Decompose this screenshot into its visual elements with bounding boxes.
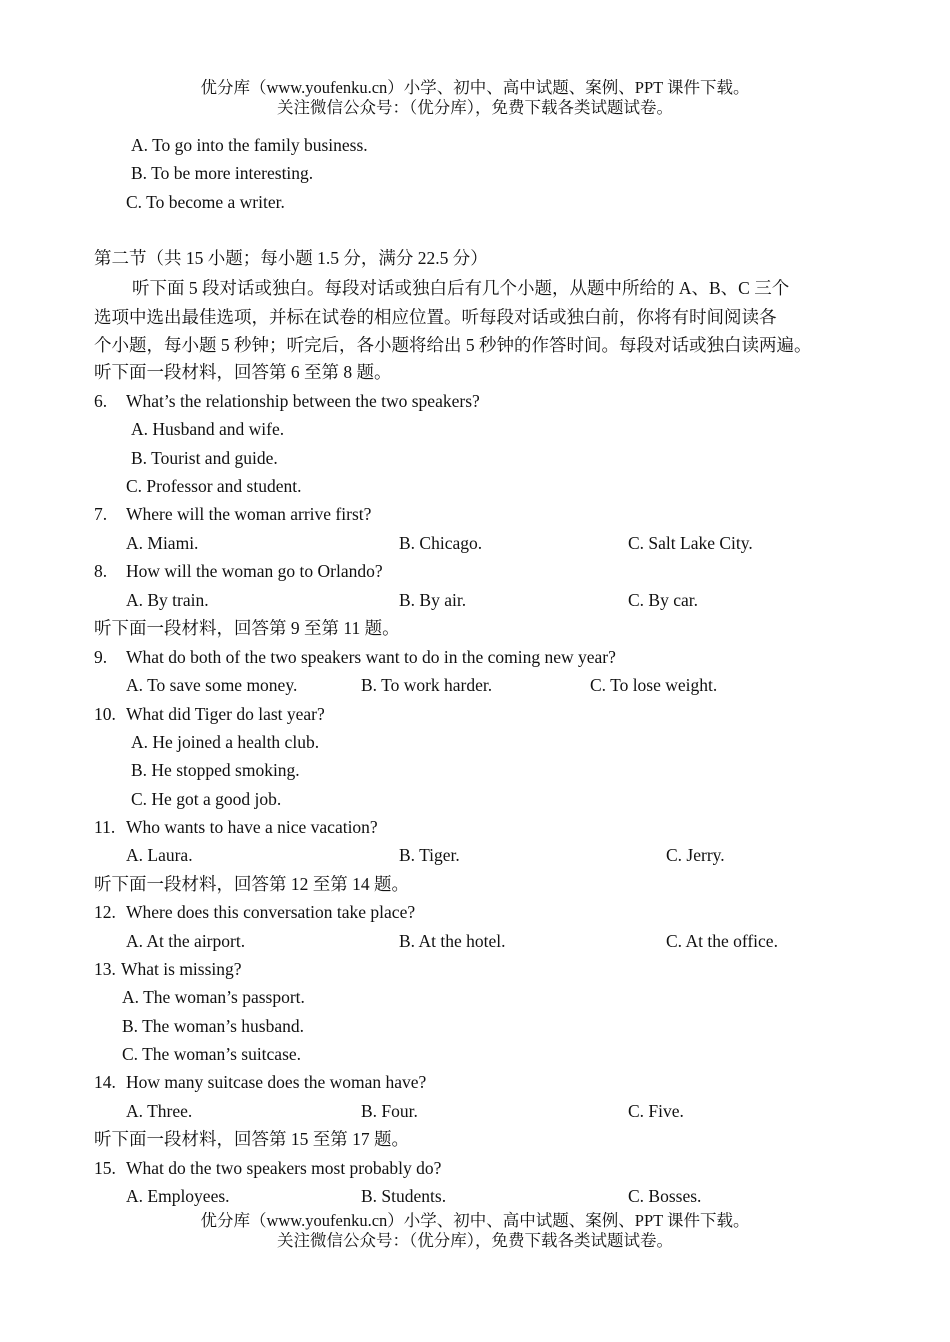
question-9-option-a: A. To save some money. xyxy=(126,675,298,695)
question-11-option-c: C. Jerry. xyxy=(666,845,725,865)
question-13-option-a: A. The woman’s passport. xyxy=(122,987,305,1007)
group-intro-12-14: 听下面一段材料，回答第 12 至第 14 题。 xyxy=(94,874,409,894)
section-title: 第二节（共 15 小题；每小题 1.5 分，满分 22.5 分） xyxy=(94,248,488,268)
question-9-number: 9. xyxy=(94,647,108,667)
question-7-option-a: A. Miami. xyxy=(126,533,199,553)
group-intro-15-17: 听下面一段材料，回答第 15 至第 17 题。 xyxy=(94,1129,409,1149)
question-8-option-b: B. By air. xyxy=(399,590,467,610)
prev-option-c: C. To become a writer. xyxy=(126,192,285,212)
question-9-option-c: C. To lose weight. xyxy=(590,675,718,695)
question-6-option-a: A. Husband and wife. xyxy=(131,419,285,439)
instructions-line-3: 个小题，每小题 5 秒钟；听完后，各小题将给出 5 秒钟的作答时间。每段对话或独白读两遍。 xyxy=(94,335,812,355)
question-14-option-a: A. Three. xyxy=(126,1101,193,1121)
question-12-text: Where does this conversation take place? xyxy=(126,902,416,922)
question-13-option-b: B. The woman’s husband. xyxy=(122,1016,304,1036)
question-7-text: Where will the woman arrive first? xyxy=(126,504,372,524)
question-6-text: What’s the relationship between the two speakers? xyxy=(126,391,480,411)
question-9-text: What do both of the two speakers want to do in the coming new year? xyxy=(126,647,616,667)
question-15-number: 15. xyxy=(94,1158,116,1178)
question-10-option-b: B. He stopped smoking. xyxy=(131,760,300,780)
question-13-text: What is missing? xyxy=(121,959,242,979)
page-footer-line-2: 关注微信公众号：（优分库），免费下载各类试题试卷。 xyxy=(277,1231,673,1250)
page-header-line-1: 优分库（www.youfenku.cn）小学、初中、高中试题、案例、PPT 课件下载。 xyxy=(200,78,750,97)
question-14-number: 14. xyxy=(94,1072,116,1092)
group-intro-6-8: 听下面一段材料，回答第 6 至第 8 题。 xyxy=(94,362,392,382)
question-8-option-a: A. By train. xyxy=(126,590,209,610)
question-12-number: 12. xyxy=(94,902,116,922)
prev-option-b: B. To be more interesting. xyxy=(131,163,314,183)
instructions-line-2: 选项中选出最佳选项，并标在试卷的相应位置。听每段对话或独白前，你将有时间阅读各 xyxy=(94,306,777,327)
question-10-option-a: A. He joined a health club. xyxy=(131,732,320,752)
question-10-text: What did Tiger do last year? xyxy=(126,704,325,724)
question-15-option-b: B. Students. xyxy=(361,1186,447,1206)
question-8-text: How will the woman go to Orlando? xyxy=(126,561,383,581)
question-15-text: What do the two speakers most probably do? xyxy=(126,1158,442,1178)
question-14-option-c: C. Five. xyxy=(628,1101,684,1121)
question-12-option-b: B. At the hotel. xyxy=(399,931,506,951)
question-6-option-b: B. Tourist and guide. xyxy=(131,448,278,468)
section-instructions xyxy=(94,274,874,360)
question-11-number: 11. xyxy=(94,817,116,837)
question-14-text: How many suitcase does the woman have? xyxy=(126,1072,427,1092)
question-7-option-c: C. Salt Lake City. xyxy=(628,533,753,553)
question-6-option-c: C. Professor and student. xyxy=(126,476,302,496)
question-10-number: 10. xyxy=(94,704,116,724)
question-10-option-c: C. He got a good job. xyxy=(131,789,282,809)
question-9-option-b: B. To work harder. xyxy=(361,675,493,695)
group-intro-9-11: 听下面一段材料，回答第 9 至第 11 题。 xyxy=(94,618,400,638)
question-7-option-b: B. Chicago. xyxy=(399,533,483,553)
question-15-option-a: A. Employees. xyxy=(126,1186,230,1206)
page-footer-line-1: 优分库（www.youfenku.cn）小学、初中、高中试题、案例、PPT 课件下载。 xyxy=(200,1211,750,1230)
question-13-option-c: C. The woman’s suitcase. xyxy=(122,1044,302,1064)
question-15-option-c: C. Bosses. xyxy=(628,1186,702,1206)
question-8-option-c: C. By car. xyxy=(628,590,698,610)
question-14-option-b: B. Four. xyxy=(361,1101,418,1121)
question-11-option-a: A. Laura. xyxy=(126,845,193,865)
question-8-number: 8. xyxy=(94,561,108,581)
question-11-option-b: B. Tiger. xyxy=(399,845,460,865)
question-13-number: 13. xyxy=(94,959,116,979)
prev-option-a: A. To go into the family business. xyxy=(131,135,368,155)
page-header-line-2: 关注微信公众号：（优分库），免费下载各类试题试卷。 xyxy=(277,98,673,117)
question-7-number: 7. xyxy=(94,504,108,524)
question-12-option-c: C. At the office. xyxy=(666,931,778,951)
question-12-option-a: A. At the airport. xyxy=(126,931,246,951)
question-6-number: 6. xyxy=(94,391,108,411)
instructions-line-1: 听下面 5 段对话或独白。每段对话或独白后有几个小题，从题中所给的 A、B、C 三个 xyxy=(132,278,790,298)
question-11-text: Who wants to have a nice vacation? xyxy=(126,817,378,837)
